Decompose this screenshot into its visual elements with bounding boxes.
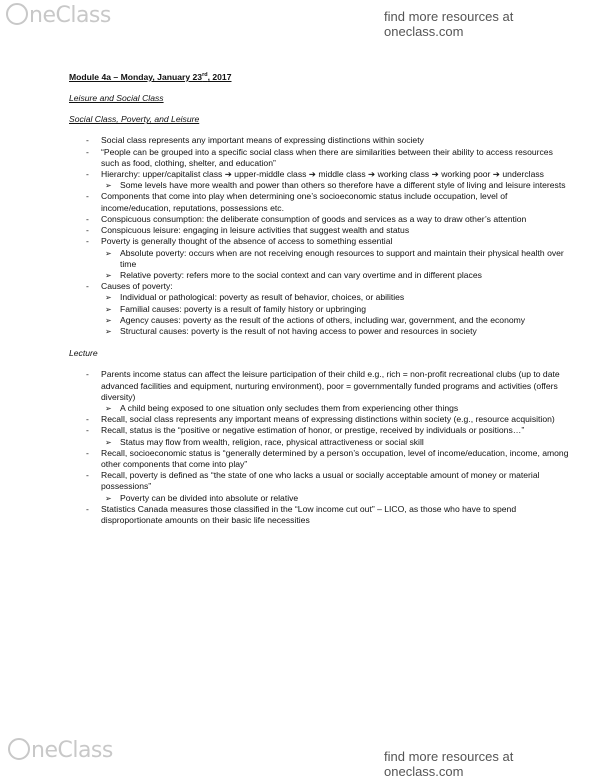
sub-list-item: ➢ Status may flow from wealth, religion, race, physical attractiveness or social skill	[105, 436, 424, 447]
oneclass-logo	[6, 3, 111, 28]
list-item: - Conspicuous leisure: engaging in leisure activities that suggest wealth and status	[86, 225, 410, 236]
sub-list-item: ➢ Structural causes: poverty is the result of not having access to power and resources in society	[105, 325, 477, 336]
arrow-bullet-icon: ➢	[105, 248, 112, 258]
list-item: - Recall, status is the “positive or negative estimation of honor, or prestige, received by individuals or positions…”	[86, 425, 525, 436]
list-item: - Conspicuous consumption: the deliberate consumption of goods and services as a way to draw other’s attention	[86, 213, 527, 224]
arrow-bullet-icon: ➢	[105, 437, 112, 447]
arrow-bullet-icon: ➢	[105, 270, 112, 280]
logo-o-icon	[8, 738, 30, 760]
sub-list-item: ➢ Absolute poverty: occurs when are not receiving enough resources to support and maintain their physical health over time	[105, 247, 564, 269]
arrow-bullet-icon: ➢	[105, 493, 112, 503]
footer-tagline[interactable]: find more resources at oneclass.com	[384, 749, 514, 779]
list-item: - “People can be grouped into a specific social class when there are similarities between their ability to access resources such as food, clothing, shelter, and education”	[86, 146, 553, 168]
section-title: Leisure and Social Class	[69, 93, 164, 104]
list-item: - Hierarchy: upper/capitalist class ➔ upper-middle class ➔ middle class ➔ working class ➔ working poor ➔ underclass	[86, 169, 544, 180]
sub-list-item: ➢ A child being exposed to one situation only secludes them from experiencing other things	[105, 402, 459, 413]
list-item: - Poverty is generally thought of the absence of access to something essential	[86, 236, 393, 247]
sub-list-item: ➢ Individual or pathological: poverty as result of behavior, choices, or abilities	[105, 292, 405, 303]
oneclass-logo-footer	[8, 738, 113, 763]
sub-list-item: ➢ Relative poverty: refers more to the social context and can vary overtime and in different places	[105, 269, 482, 280]
list-item: - Recall, social class represents any important means of expressing distinctions within society (e.g., resource acquisition)	[86, 414, 555, 425]
arrow-bullet-icon: ➢	[105, 403, 112, 413]
sub-list-item: ➢ Some levels have more wealth and power than others so therefore have a different style of living and leisure interests	[105, 180, 566, 191]
subsection-title: Social Class, Poverty, and Leisure	[69, 114, 200, 125]
list-item: - Statistics Canada measures those classified in the “Low income cut out” – LICO, as those who have to spend disproportionate amounts on their basic life necessities	[86, 503, 517, 525]
arrow-bullet-icon: ➢	[105, 293, 112, 303]
lecture-title: Lecture	[69, 348, 98, 359]
logo-o-icon	[6, 3, 28, 25]
logo-text: neClass	[31, 738, 113, 763]
sub-list-item: ➢ Agency causes: poverty as the result of the actions of others, including war, government, and the economy	[105, 314, 526, 325]
header-tagline[interactable]: find more resources at oneclass.com	[384, 9, 514, 39]
document-body	[69, 70, 569, 526]
arrow-bullet-icon: ➢	[105, 315, 112, 325]
list-item: - Causes of poverty:	[86, 281, 173, 292]
list-item: - Recall, poverty is defined as “the state of one who lacks a usual or socially acceptable amount of money or material possessions”	[86, 470, 540, 492]
logo-text: neClass	[29, 3, 111, 28]
sub-list-item: ➢ Familial causes: poverty is a result of family history or upbringing	[105, 303, 366, 314]
list-item: - Social class represents any important means of expressing distinctions within society	[86, 135, 424, 146]
list-item: - Recall, socioeconomic status is “generally determined by a person’s occupation, level of income/education, income, among other components that come into play”	[86, 447, 569, 469]
arrow-bullet-icon: ➢	[105, 304, 112, 314]
list-item: - Components that come into play when determining one’s socioeconomic status include occupation, level of income/education, reputations, possessions etc.	[86, 191, 508, 213]
document-title: Module 4a – Monday, January 23rd, 2017	[69, 71, 232, 82]
sub-list-item: ➢ Poverty can be divided into absolute or relative	[105, 492, 299, 503]
list-item: - Parents income status can affect the leisure participation of their child e.g., rich = non-profit recreational clubs (up to date advanced facilities and equipment, nurturing environment), poor = governmentally funded programs and activities (offers diversity)	[86, 369, 560, 402]
arrow-bullet-icon: ➢	[105, 326, 112, 336]
arrow-bullet-icon: ➢	[105, 181, 112, 191]
